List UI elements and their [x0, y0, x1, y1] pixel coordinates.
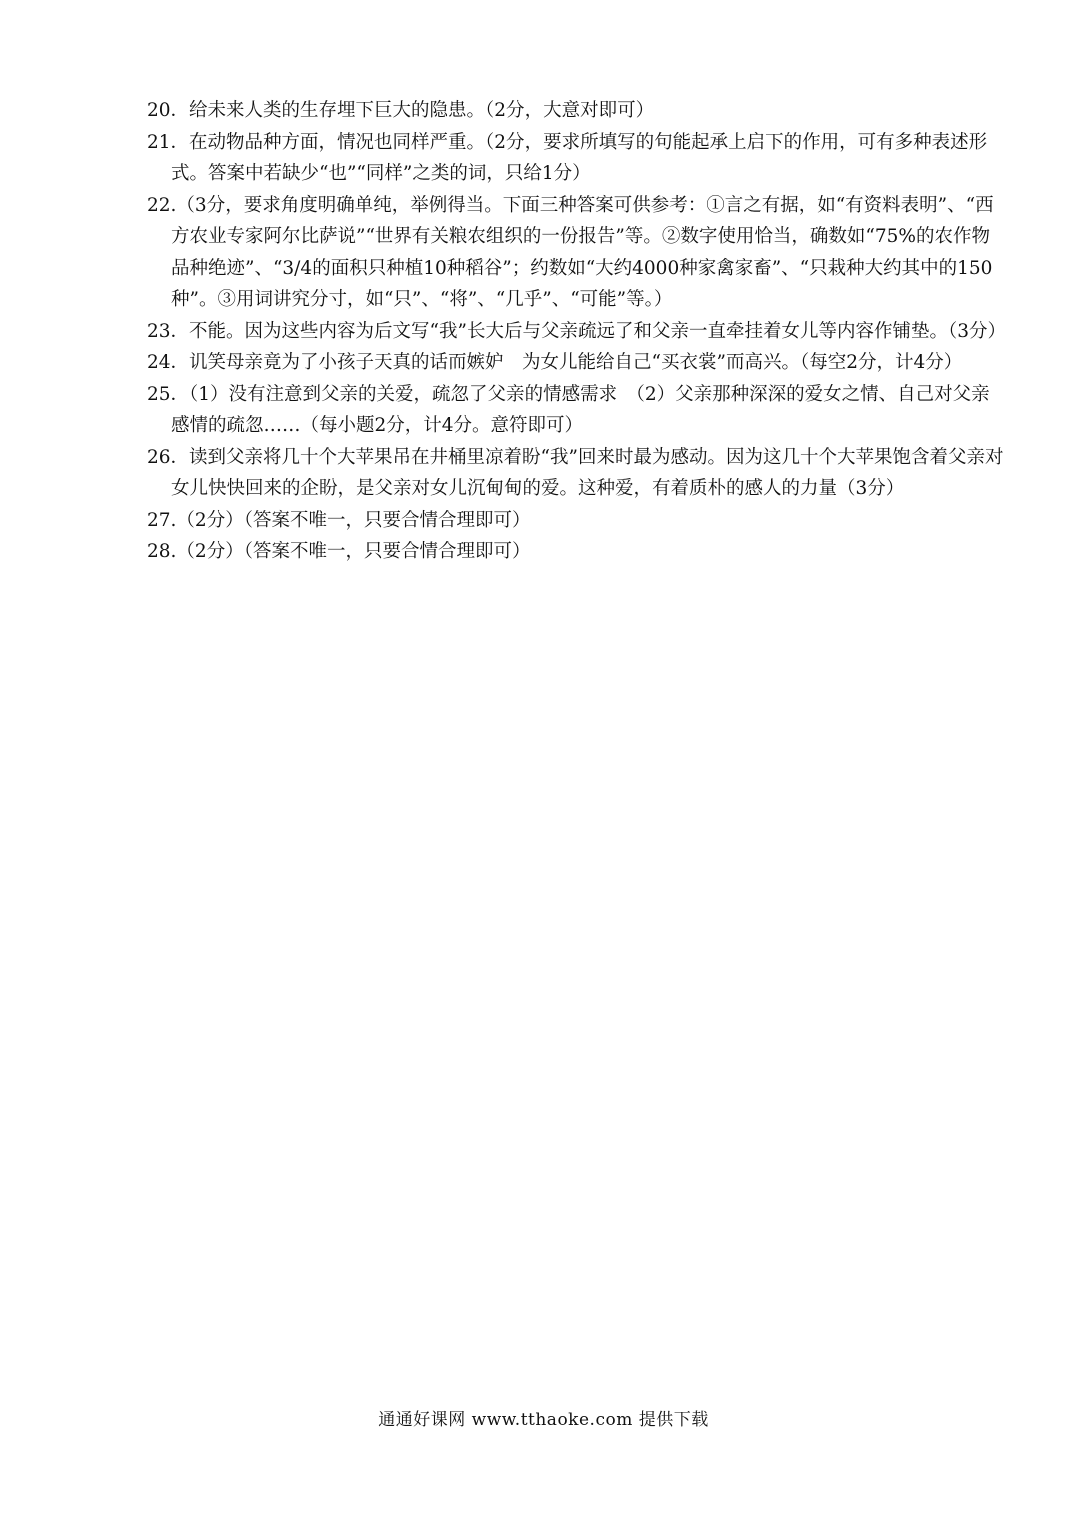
- answer-list: [147, 95, 1007, 568]
- answer-23: 23．不能。因为这些内容为后文写“我”长大后与父亲疏远了和父亲一直牵挂着女儿等内容作铺垫。（3分）: [147, 320, 1006, 342]
- answer-21: 21．在动物品种方面，情况也同样严重。（2分，要求所填写的句能起承上启下的作用，可有多种表述形式。答案中若缺少“也”“同样”之类的词，只给1分）: [147, 131, 988, 184]
- answer-20: 20．给未来人类的生存埋下巨大的隐患。（2分，大意对即可）: [147, 100, 655, 121]
- page-footer: 通通好课网 www.tthaoke.com 提供下载: [378, 1410, 709, 1430]
- answer-26: 26．读到父亲将几十个大苹果吊在井桶里凉着盼“我”回来时最为感动。因为这几十个大苹果饱含着父亲对女儿快快回来的企盼，是父亲对女儿沉甸甸的爱。这种爱，有着质朴的感人的力量（3分）: [147, 446, 1004, 499]
- answer-24: 24．讥笑母亲竟为了小孩子天真的话而嫉妒 为女儿能给自己“买衣裳”而高兴。（每空2分，计4分）: [147, 352, 963, 373]
- answer-28: 28.（2分）（答案不唯一，只要合情合理即可）: [147, 541, 531, 562]
- answer-27: 27.（2分）（答案不唯一，只要合情合理即可）: [147, 509, 531, 531]
- answer-25: 25．（1）没有注意到父亲的关爱，疏忽了父亲的情感需求 （2）父亲那种深深的爱女之情、自己对父亲感情的疏忽……（每小题2分，计4分。意符即可）: [147, 383, 990, 436]
- answer-22: 22.（3分，要求角度明确单纯，举例得当。下面三种答案可供参考：①言之有据，如“有资料表明”、“西方农业专家阿尔比萨说”“世界有关粮农组织的一份报告”等。②数字使用恰当，确数如“75%的农作物品种绝迹”、“3/4的面积只种植10种稻谷”；约数如“大约4000种家禽家畜”、“只栽种大约其中的150种”。③用词讲究分寸，如“只”、“将”、“几乎”、“可能”等。）: [147, 194, 994, 310]
